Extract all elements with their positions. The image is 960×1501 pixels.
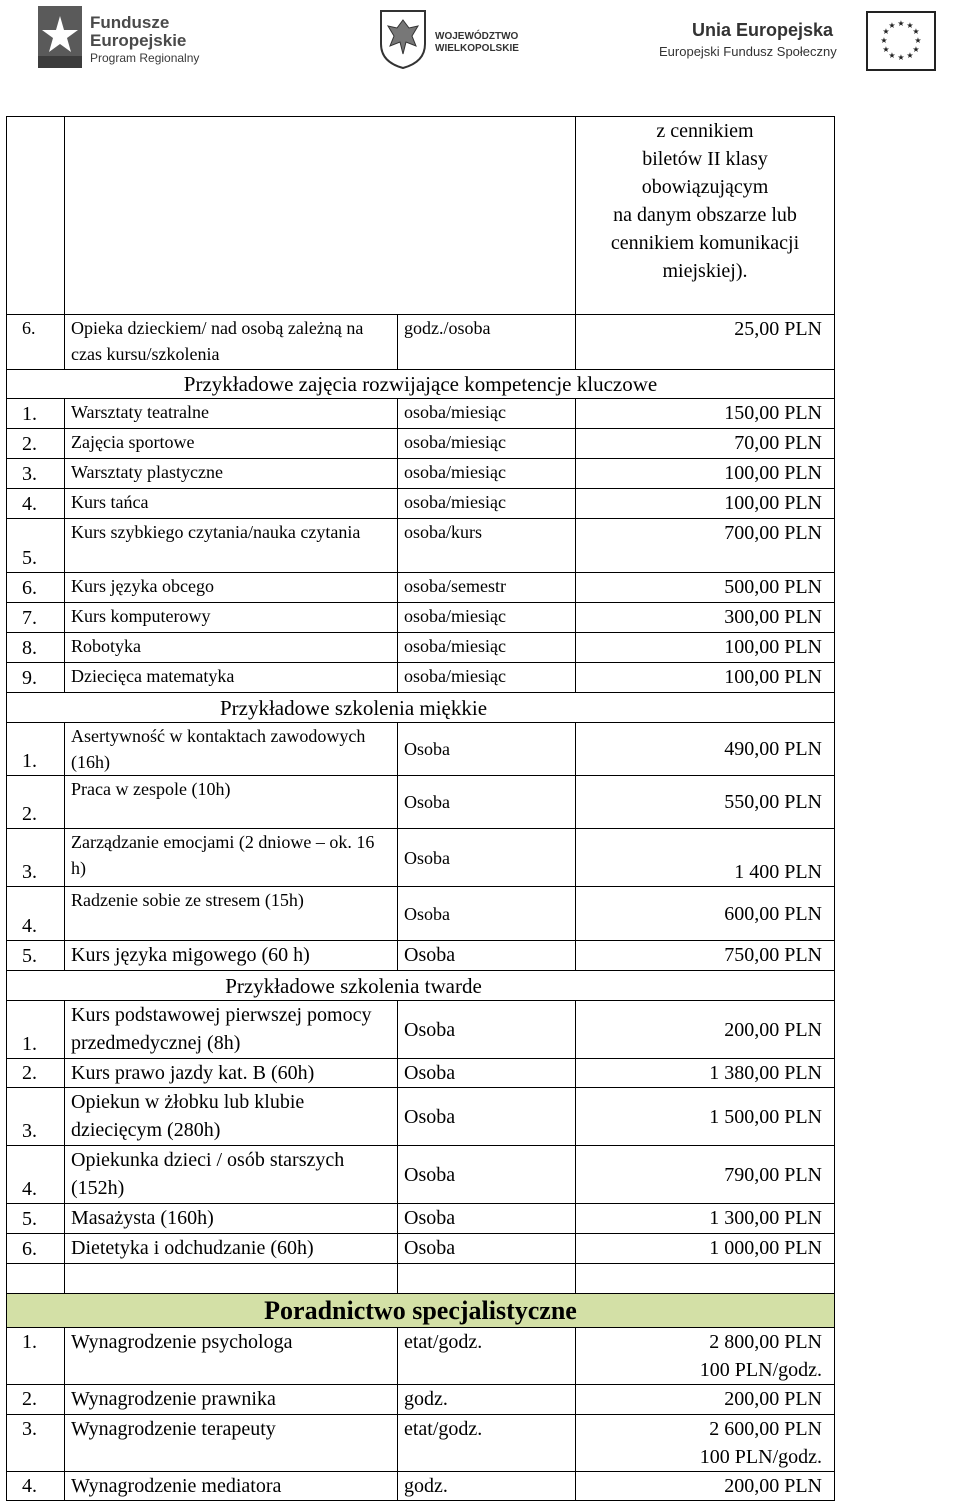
section-header <box>7 693 835 723</box>
ticket-price-note: z cennikiem biletów II klasy obowiązującym na danym obszarze lub cennikiem komunikacji miejskiej). <box>576 117 835 315</box>
wielkopolska-logo <box>378 8 538 70</box>
table-row: 3. Opiekun w żłobku lub klubie dziecięcym (280h) Osoba 1 500,00 PLN <box>7 1088 835 1146</box>
unia-europejska-logo <box>655 8 937 70</box>
table-row: 2. Kurs prawo jazdy kat. B (60h) Osoba 1 380,00 PLN <box>7 1059 835 1088</box>
eagle-shield-icon <box>378 8 428 70</box>
table-row: 6. Kurs języka obcego osoba/semestr 500,00 PLN <box>7 573 835 603</box>
table-row: 8. Robotyka osoba/miesiąc 100,00 PLN <box>7 633 835 663</box>
page-header <box>0 0 960 80</box>
table-row: 5. Kurs szybkiego czytania/nauka czytania osoba/kurs 700,00 PLN <box>7 519 835 573</box>
row-unit: godz./osoba <box>398 315 576 370</box>
price-table <box>6 116 835 1501</box>
svg-text:★: ★ <box>888 21 896 30</box>
fe-line3: Program Regionalny <box>90 51 200 65</box>
table-row: 2. Praca w zespole (10h) Osoba 550,00 PLN <box>7 776 835 829</box>
svg-text:★: ★ <box>888 51 896 60</box>
svg-text:★: ★ <box>897 53 905 62</box>
table-row: 1. Asertywność w kontaktach zawodowych (16h) Osoba 490,00 PLN <box>7 723 835 776</box>
wlkp-line2: WIELKOPOLSKIE <box>435 43 519 54</box>
table-row: 4. Kurs tańca osoba/miesiąc 100,00 PLN <box>7 489 835 519</box>
table-row: 1. Warsztaty teatralne osoba/miesiąc 150,00 PLN <box>7 399 835 429</box>
table-row: 4. Opiekunka dzieci / osób starszych (152h) Osoba 790,00 PLN <box>7 1146 835 1204</box>
table-row: 3. Wynagrodzenie terapeuty etat/godz. 2 600,00 PLN 100 PLN/godz. <box>7 1415 835 1472</box>
table-row <box>7 315 835 370</box>
table-row: 1. Kurs podstawowej pierwszej pomocy przedmedycznej (8h) Osoba 200,00 PLN <box>7 1001 835 1059</box>
row-name: Opieka dzieckiem/ nad osobą zależną na czas kursu/szkolenia <box>65 315 398 370</box>
ue-subtitle: Europejski Fundusz Społeczny <box>659 44 837 59</box>
svg-text:★: ★ <box>914 36 922 45</box>
fundusze-europejskie-logo <box>38 6 248 70</box>
section-title-highlighted: Poradnictwo specjalistyczne <box>7 1294 835 1328</box>
table-row: 4. Wynagrodzenie mediatora godz. 200,00 PLN <box>7 1472 835 1501</box>
fe-line2: Europejskie <box>90 31 187 50</box>
row-number: 6. <box>7 315 65 370</box>
table-row: 3. Warsztaty plastyczne osoba/miesiąc 100,00 PLN <box>7 459 835 489</box>
table-row: 3. Zarządzanie emocjami (2 dniowe – ok. 16 h) Osoba 1 400 PLN <box>7 829 835 887</box>
table-row: 7. Kurs komputerowy osoba/miesiąc 300,00 PLN <box>7 603 835 633</box>
table-row: 5. Masażysta (160h) Osoba 1 300,00 PLN <box>7 1204 835 1234</box>
svg-text:★: ★ <box>880 36 888 45</box>
section-title: Przykładowe szkolenia miękkie <box>7 693 835 723</box>
table-row: 2. Zajęcia sportowe osoba/miesiąc 70,00 PLN <box>7 429 835 459</box>
svg-text:★: ★ <box>882 27 890 36</box>
table-row <box>7 117 835 315</box>
svg-text:★: ★ <box>882 45 890 54</box>
table-row: 5. Kurs języka migowego (60 h) Osoba 750,00 PLN <box>7 941 835 971</box>
fe-star-icon <box>38 6 82 68</box>
table-row: 4. Radzenie sobie ze stresem (15h) Osoba 600,00 PLN <box>7 887 835 941</box>
svg-text:★: ★ <box>897 19 905 28</box>
svg-text:★: ★ <box>912 27 920 36</box>
table-row: 9. Dziecięca matematyka osoba/miesiąc 100,00 PLN <box>7 663 835 693</box>
empty-row <box>7 1264 835 1294</box>
wlkp-line1: WOJEWÓDZTWO <box>435 31 519 42</box>
ue-title: Unia Europejska <box>692 20 834 40</box>
eu-flag-icon <box>866 11 936 71</box>
section-header <box>7 971 835 1001</box>
section-header <box>7 1294 835 1328</box>
fe-line1: Fundusze <box>90 13 170 32</box>
section-header <box>7 370 835 399</box>
row-price: 25,00 PLN <box>576 315 835 370</box>
section-title: Przykładowe szkolenia twarde <box>7 971 835 1001</box>
table-row: 1. Wynagrodzenie psychologa etat/godz. 2 800,00 PLN 100 PLN/godz. <box>7 1328 835 1385</box>
table-row: 6. Dietetyka i odchudzanie (60h) Osoba 1 000,00 PLN <box>7 1234 835 1264</box>
svg-text:★: ★ <box>912 45 920 54</box>
svg-text:★: ★ <box>906 51 914 60</box>
svg-text:★: ★ <box>906 21 914 30</box>
section-title: Przykładowe zajęcia rozwijające kompetencje kluczowe <box>7 370 835 399</box>
table-row: 2. Wynagrodzenie prawnika godz. 200,00 PLN <box>7 1385 835 1415</box>
